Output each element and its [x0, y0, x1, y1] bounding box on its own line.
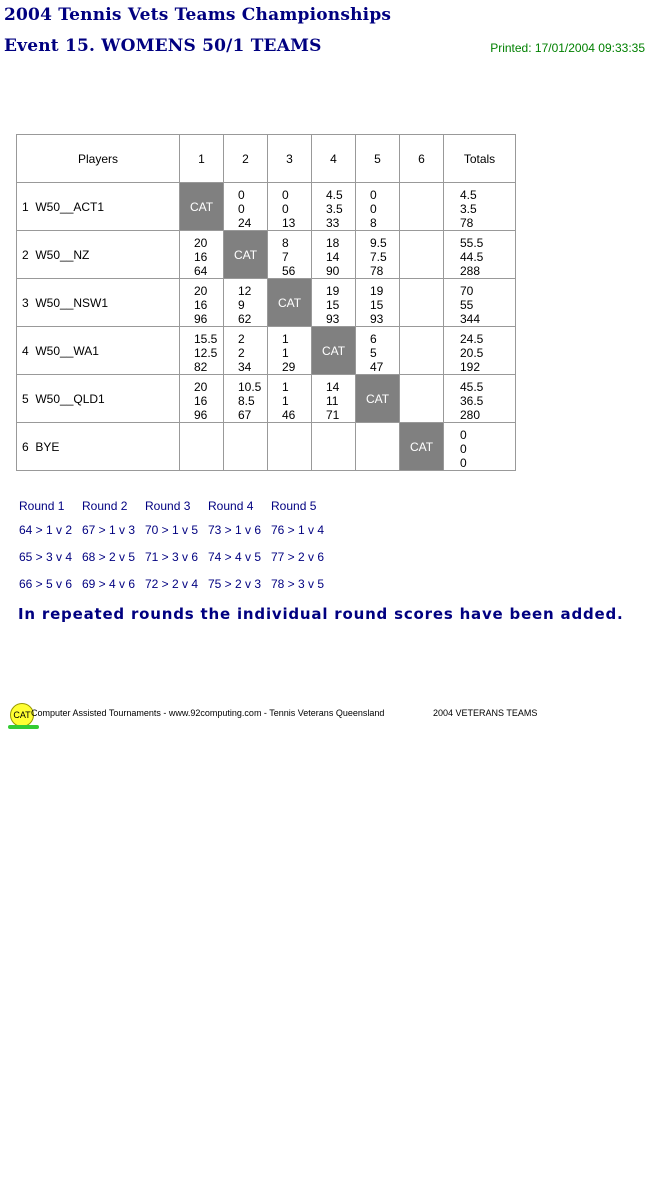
round-match: 65 > 3 v 4: [19, 550, 73, 564]
score-cell: [180, 279, 224, 327]
player-cell: [17, 327, 180, 375]
score-value: 62: [238, 312, 252, 326]
score-cell: [312, 279, 356, 327]
total-value: 55.5: [460, 236, 484, 250]
score-value: 8.5: [238, 394, 255, 408]
results-table: [16, 134, 516, 471]
score-value: 29: [282, 360, 296, 374]
score-value: 56: [282, 264, 296, 278]
total-value: 0: [460, 442, 467, 456]
player-name: W50__QLD1: [35, 391, 105, 406]
round-match: 75 > 2 v 3: [208, 577, 262, 591]
cat-cell: CAT: [224, 231, 268, 279]
page-title: 2004 Tennis Vets Teams Championships: [4, 5, 392, 25]
totals-cell: [444, 423, 516, 471]
total-value: 3.5: [460, 202, 477, 216]
score-value: 3.5: [326, 202, 343, 216]
rounds-row: [19, 576, 334, 600]
score-value: 0: [370, 202, 377, 216]
total-value: 45.5: [460, 380, 484, 394]
totals-header: Totals: [444, 135, 516, 183]
totals-cell: [444, 231, 516, 279]
round-match: 77 > 2 v 6: [271, 550, 325, 564]
column-header: 5: [356, 135, 400, 183]
round-match: 64 > 1 v 2: [19, 523, 73, 537]
score-value: 19: [326, 284, 340, 298]
player-name: BYE: [35, 439, 60, 454]
round-header: Round 5: [271, 499, 317, 513]
score-cell: [268, 327, 312, 375]
total-value: 78: [460, 216, 474, 230]
score-cell: [224, 375, 268, 423]
player-cell: [17, 183, 180, 231]
score-value: 82: [194, 360, 208, 374]
column-header: 4: [312, 135, 356, 183]
cat-cell: CAT: [400, 423, 444, 471]
score-value: 4.5: [326, 188, 343, 202]
table-row: [17, 279, 516, 327]
score-value: 15: [370, 298, 384, 312]
score-value: 8: [370, 216, 377, 230]
score-value: 78: [370, 264, 384, 278]
total-value: 192: [460, 360, 481, 374]
score-cell: [180, 375, 224, 423]
round-header: Round 2: [82, 499, 128, 513]
player-number: 2: [22, 247, 29, 262]
score-value: 14: [326, 250, 340, 264]
total-value: 55: [460, 298, 474, 312]
score-cell: [224, 327, 268, 375]
score-cell: [400, 375, 444, 423]
score-cell: [356, 327, 400, 375]
total-value: 0: [460, 456, 467, 470]
score-cell: [268, 231, 312, 279]
score-cell: [224, 423, 268, 471]
column-header: 2: [224, 135, 268, 183]
score-value: 0: [238, 188, 245, 202]
score-cell: [356, 279, 400, 327]
score-value: 0: [238, 202, 245, 216]
cat-cell: CAT: [356, 375, 400, 423]
player-number: 3: [22, 295, 29, 310]
score-value: 11: [326, 394, 339, 408]
table-row: [17, 183, 516, 231]
cat-cell: CAT: [268, 279, 312, 327]
score-cell: [312, 423, 356, 471]
round-match: 76 > 1 v 4: [271, 523, 325, 537]
total-value: 344: [460, 312, 481, 326]
table-row: [17, 423, 516, 471]
round-match: 73 > 1 v 6: [208, 523, 262, 537]
score-value: 20: [194, 380, 208, 394]
score-cell: [400, 279, 444, 327]
score-value: 96: [194, 312, 208, 326]
player-number: 1: [22, 199, 29, 214]
score-value: 0: [282, 188, 289, 202]
player-cell: [17, 231, 180, 279]
score-value: 9.5: [370, 236, 387, 250]
players-header: Players: [17, 135, 180, 183]
player-cell: [17, 423, 180, 471]
total-value: 0: [460, 428, 467, 442]
total-value: 4.5: [460, 188, 477, 202]
column-header: 6: [400, 135, 444, 183]
score-value: 34: [238, 360, 252, 374]
cat-logo-icon: CAT: [10, 703, 34, 727]
score-value: 14: [326, 380, 340, 394]
score-value: 90: [326, 264, 340, 278]
score-value: 19: [370, 284, 384, 298]
score-value: 7: [282, 250, 289, 264]
total-value: 36.5: [460, 394, 484, 408]
score-value: 10.5: [238, 380, 262, 394]
totals-cell: [444, 327, 516, 375]
event-title: Event 15. WOMENS 50/1 TEAMS: [4, 36, 322, 56]
score-value: 33: [326, 216, 340, 230]
player-number: 4: [22, 343, 29, 358]
score-value: 20: [194, 284, 208, 298]
player-name: W50__NSW1: [35, 295, 109, 310]
score-cell: [356, 231, 400, 279]
player-cell: [17, 279, 180, 327]
score-value: 7.5: [370, 250, 387, 264]
table-row: [17, 375, 516, 423]
score-value: 47: [370, 360, 384, 374]
scoring-note: In repeated rounds the individual round scores have been added.: [18, 605, 624, 623]
player-number: 5: [22, 391, 29, 406]
totals-cell: [444, 375, 516, 423]
score-cell: [312, 231, 356, 279]
score-value: 16: [194, 394, 208, 408]
score-value: 0: [282, 202, 289, 216]
cat-cell: CAT: [180, 183, 224, 231]
rounds-row: [19, 549, 334, 576]
score-value: 1: [282, 346, 289, 360]
total-value: 288: [460, 264, 481, 278]
total-value: 20.5: [460, 346, 484, 360]
score-value: 12.5: [194, 346, 218, 360]
score-value: 15.5: [194, 332, 218, 346]
round-match: 68 > 2 v 5: [82, 550, 136, 564]
round-match: 69 > 4 v 6: [82, 577, 136, 591]
score-cell: [312, 183, 356, 231]
score-value: 96: [194, 408, 208, 422]
score-value: 1: [282, 332, 289, 346]
score-cell: [180, 327, 224, 375]
score-value: 0: [370, 188, 377, 202]
score-cell: [356, 183, 400, 231]
score-cell: [268, 375, 312, 423]
score-value: 2: [238, 332, 245, 346]
score-cell: [224, 279, 268, 327]
round-match: 71 > 3 v 6: [145, 550, 199, 564]
round-match: 67 > 1 v 3: [82, 523, 136, 537]
round-match: 72 > 2 v 4: [145, 577, 199, 591]
round-header: Round 3: [145, 499, 191, 513]
score-value: 64: [194, 264, 208, 278]
round-match: 70 > 1 v 5: [145, 523, 199, 537]
footer-event-label: 2004 VETERANS TEAMS: [433, 708, 538, 718]
score-value: 6: [370, 332, 377, 346]
total-value: 24.5: [460, 332, 484, 346]
score-value: 8: [282, 236, 289, 250]
column-header: 3: [268, 135, 312, 183]
score-value: 20: [194, 236, 208, 250]
score-value: 1: [282, 380, 289, 394]
logo-underline: [8, 725, 39, 729]
score-value: 67: [238, 408, 252, 422]
table-header-row: [17, 135, 516, 183]
round-header: Round 1: [19, 499, 65, 513]
score-cell: [400, 231, 444, 279]
total-value: 70: [460, 284, 474, 298]
score-cell: [268, 183, 312, 231]
player-name: W50__WA1: [35, 343, 99, 358]
round-match: 66 > 5 v 6: [19, 577, 73, 591]
table-row: [17, 231, 516, 279]
score-value: 46: [282, 408, 296, 422]
printed-timestamp: Printed: 17/01/2004 09:33:35: [490, 41, 645, 55]
rounds-row: [19, 522, 334, 549]
round-match: 74 > 4 v 5: [208, 550, 262, 564]
score-value: 18: [326, 236, 340, 250]
score-cell: [180, 231, 224, 279]
footer-credit: Computer Assisted Tournaments - www.92computing.com - Tennis Veterans Queensland: [31, 708, 385, 718]
rounds-schedule: [19, 498, 334, 600]
score-value: 93: [370, 312, 384, 326]
total-value: 280: [460, 408, 481, 422]
score-cell: [400, 183, 444, 231]
totals-cell: [444, 279, 516, 327]
score-value: 5: [370, 346, 377, 360]
player-cell: [17, 375, 180, 423]
score-value: 13: [282, 216, 296, 230]
score-value: 16: [194, 298, 208, 312]
score-value: 24: [238, 216, 252, 230]
player-name: W50__NZ: [35, 247, 90, 262]
score-value: 1: [282, 394, 289, 408]
score-value: 12: [238, 284, 252, 298]
totals-cell: [444, 183, 516, 231]
footer: [8, 701, 648, 731]
round-match: 78 > 3 v 5: [271, 577, 325, 591]
player-name: W50__ACT1: [35, 199, 105, 214]
score-cell: [356, 423, 400, 471]
score-value: 2: [238, 346, 245, 360]
table-row: [17, 327, 516, 375]
rounds-header-row: [19, 498, 334, 522]
cat-cell: CAT: [312, 327, 356, 375]
total-value: 44.5: [460, 250, 484, 264]
score-cell: [180, 423, 224, 471]
score-value: 93: [326, 312, 340, 326]
score-value: 71: [326, 408, 340, 422]
score-cell: [268, 423, 312, 471]
score-cell: [400, 327, 444, 375]
score-value: 16: [194, 250, 208, 264]
round-header: Round 4: [208, 499, 254, 513]
score-cell: [312, 375, 356, 423]
score-value: 15: [326, 298, 340, 312]
score-cell: [224, 183, 268, 231]
column-header: 1: [180, 135, 224, 183]
score-value: 9: [238, 298, 245, 312]
player-number: 6: [22, 439, 29, 454]
